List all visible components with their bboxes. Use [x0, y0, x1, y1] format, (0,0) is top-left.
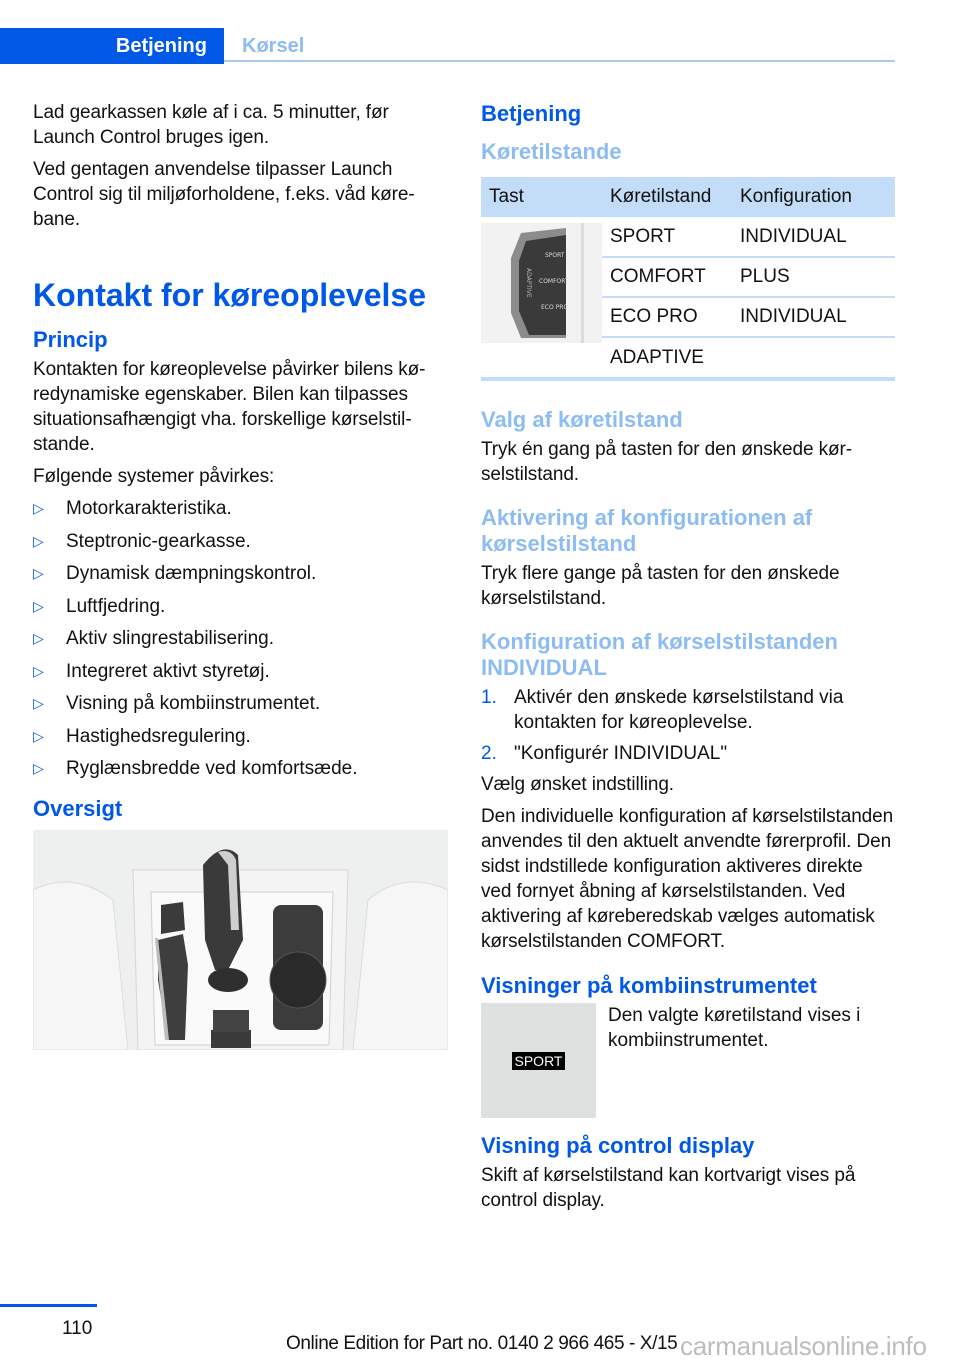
- triangle-bullet-icon: ▷: [33, 760, 44, 776]
- mode-cell: ECO PRO: [602, 297, 732, 337]
- konfig-heading: Konfiguration af kørselstilstanden INDIVIDUAL: [481, 629, 838, 680]
- aktivering-heading: Aktivering af konfigurationen af kørselstilstand: [481, 505, 813, 556]
- page-header: [0, 24, 895, 62]
- intro-paragraph: Ved gentagen anvendelse tilpasser Launch Control sig til miljøforholdene, f.eks. våd kørebane.: [33, 159, 415, 230]
- config-cell: INDIVIDUAL: [732, 297, 895, 337]
- valg-text: Tryk én gang på tasten for den ønskede kørselstilstand.: [481, 439, 853, 485]
- steps-list: [481, 685, 895, 766]
- triangle-bullet-icon: ▷: [33, 727, 44, 744]
- step-item: [481, 741, 895, 766]
- list-item: [33, 724, 448, 749]
- table-bottom-rule: [481, 377, 895, 381]
- list-item-text: Dynamisk dæmpningskontrol.: [66, 563, 317, 584]
- intro-paragraph: Lad gearkassen køle af i ca. 5 minutter, før Launch Control bruges igen.: [33, 102, 389, 148]
- control-display-heading: Visning på control display: [481, 1133, 755, 1158]
- list-item-text: Luftfjedring.: [66, 595, 166, 617]
- driving-experience-switch-illustration: [481, 223, 602, 343]
- systems-intro: Følgende systemer påvirkes:: [33, 466, 275, 487]
- list-item: [33, 626, 448, 651]
- step-item: [481, 685, 895, 735]
- list-item: [33, 594, 448, 619]
- list-item: [33, 756, 448, 781]
- config-cell: PLUS: [732, 257, 895, 297]
- mode-cell: ADAPTIVE: [610, 346, 704, 368]
- list-item-text: Visning på kombiinstrumentet.: [66, 693, 321, 714]
- systems-list: [33, 496, 448, 781]
- triangle-bullet-icon: ▷: [33, 532, 44, 549]
- step-number: 2.: [481, 743, 497, 764]
- betjening-heading: Betjening: [481, 101, 582, 126]
- valg-heading: Valg af køretilstand: [481, 407, 683, 432]
- section-title: Kontakt for køreoplevelse: [33, 277, 426, 313]
- comfort-key-label: COMFORT: [539, 278, 569, 285]
- tab-betjening[interactable]: Betjening: [0, 28, 224, 64]
- after-steps-text: Vælg ønsket indstilling.: [481, 774, 674, 795]
- individual-text: Den individuelle konfiguration af kørselstilstanden anvendes til den aktuelt anvendte førerprofil. Den sidst indstillede konfiguration aktiveres direkte ved fornyet åbning af kørselstilstanden. Ved aktivering af køreberedskab vælges automatisk kørselstilstanden COMFORT.: [481, 806, 894, 952]
- tab-korsel[interactable]: Kørsel: [242, 35, 305, 57]
- list-item-text: Steptronic-gearkasse.: [66, 530, 251, 552]
- instrument-display-image: [481, 1003, 596, 1118]
- step-text: Aktivér den ønskede kørselstilstand via kontakten for køreoplevelse.: [514, 687, 844, 733]
- footer-rule: [0, 1304, 97, 1307]
- header-divider: [224, 60, 895, 62]
- step-number: 1.: [481, 687, 497, 708]
- kombi-text: Den valgte køretilstand vises i kombiinstrumentet.: [608, 1005, 861, 1051]
- control-display-text: Skift af kørselstilstand kan kortvarigt vises på control display.: [481, 1165, 856, 1211]
- list-item: [33, 561, 448, 586]
- list-item: [33, 659, 448, 684]
- adaptive-key-label: ADAPTIVE: [525, 268, 532, 298]
- sport-display-label: SPORT: [512, 1052, 566, 1070]
- table-header-row: [481, 177, 895, 217]
- column-header-konfiguration: Konfiguration: [732, 177, 895, 217]
- kombi-heading: Visninger på kombiinstrumentet: [481, 973, 817, 998]
- edition-note: Online Edition for Part no. 0140 2 966 465 - X/15: [286, 1333, 678, 1354]
- config-cell: [732, 337, 895, 377]
- list-item: [33, 496, 448, 521]
- left-column: [33, 100, 448, 1050]
- oversigt-heading: Oversigt: [33, 796, 123, 821]
- list-item-text: Hastighedsregulering.: [66, 725, 251, 747]
- list-item-text: Integreret aktivt styretøj.: [66, 660, 270, 682]
- triangle-bullet-icon: ▷: [33, 695, 44, 711]
- center-console-illustration: [33, 830, 448, 1050]
- sport-key-label: SPORT: [545, 252, 565, 259]
- driving-modes-table: [481, 177, 895, 377]
- column-header-koretilstand: Køretilstand: [602, 177, 732, 217]
- center-console-photo: [33, 830, 448, 1050]
- list-item-text: Aktiv slingrestabilisering.: [66, 628, 275, 649]
- right-column: [481, 100, 895, 1220]
- mode-cell: COMFORT: [602, 257, 732, 297]
- triangle-bullet-icon: ▷: [33, 662, 44, 679]
- table-row: [481, 217, 895, 257]
- mode-cell: SPORT: [602, 217, 732, 257]
- triangle-bullet-icon: ▷: [33, 630, 44, 646]
- column-header-tast: Tast: [481, 177, 602, 217]
- kombi-block: [481, 1003, 895, 1118]
- watermark: carmanualsonline.info: [680, 1331, 927, 1361]
- aktivering-text: Tryk flere gange på tasten for den ønskede kørselstilstand.: [481, 563, 840, 609]
- list-item-text: Ryglænsbredde ved komfortsæde.: [66, 758, 358, 779]
- eco-pro-key-label: ECO PRO: [541, 304, 569, 311]
- tast-image-cell: [481, 217, 602, 377]
- triangle-bullet-icon: ▷: [33, 565, 44, 581]
- list-item-text: Motorkarakteristika.: [66, 498, 232, 519]
- list-item: [33, 691, 448, 716]
- triangle-bullet-icon: ▷: [33, 597, 44, 614]
- step-text: "Konfigurér INDIVIDUAL": [514, 743, 728, 764]
- list-item: [33, 529, 448, 554]
- princip-text: Kontakten for køreoplevelse påvirker bilens køredynamiske egenskaber. Bilen kan tilpasses situationsafhængigt vha. forskellige kørselstilstande.: [33, 359, 426, 455]
- triangle-bullet-icon: ▷: [33, 500, 44, 516]
- config-cell: INDIVIDUAL: [732, 217, 895, 257]
- koretilstande-heading: Køretilstande: [481, 139, 622, 164]
- page-number: 110: [62, 1318, 93, 1339]
- princip-heading: Princip: [33, 327, 108, 352]
